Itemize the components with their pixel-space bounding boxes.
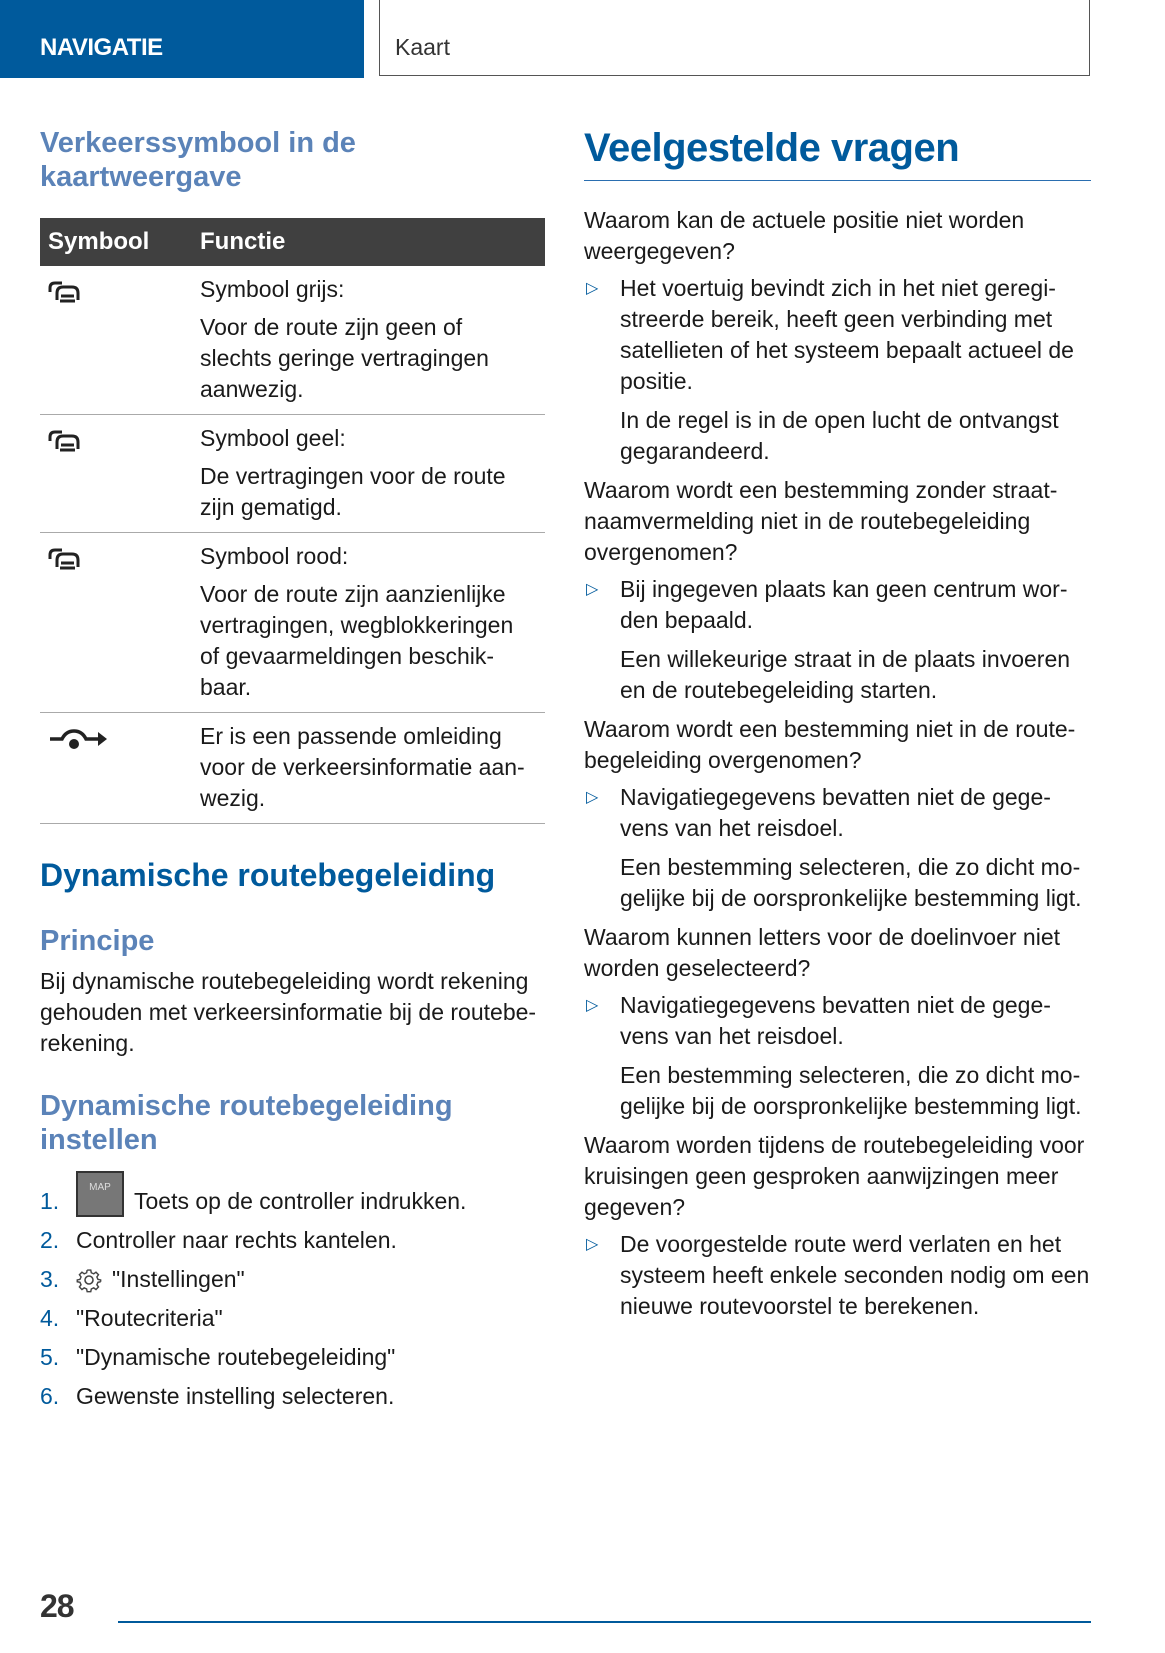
faq-heading: Veelgestelde vragen <box>584 126 960 170</box>
table-row <box>40 415 545 533</box>
row-title: Symbool rood: <box>200 543 349 569</box>
step-item <box>40 1171 545 1217</box>
step-number: 5. <box>40 1344 60 1370</box>
row-text: Voor de route zijn geen of slechts geringe vertragingen aanwezig. <box>200 314 489 402</box>
faq-heading-rule <box>584 180 1091 181</box>
faq-answer <box>584 990 1091 1052</box>
faq-answer-text: Het voertuig bevindt zich in het niet geregi-streerde bereik, heeft geen verbinding met satellieten of het systeem bepaalt actueel de positie. <box>620 275 1074 394</box>
subsection-title: Kaart <box>395 34 450 60</box>
faq-answer-text: Bij ingegeven plaats kan geen centrum wor-den bepaald. <box>620 576 1068 633</box>
principle-text: Bij dynamische routebegeleiding wordt rekening gehouden met verkeersinformatie bij de routebe-rekening. <box>40 968 537 1056</box>
footer-rule <box>118 1621 1091 1623</box>
faq-item <box>584 714 1091 914</box>
page-number: 28 <box>40 1588 74 1624</box>
section-title: NAVIGATIE <box>40 34 163 61</box>
detour-icon <box>48 727 112 751</box>
step-item <box>40 1225 545 1256</box>
step-text: Gewenste instelling selecteren. <box>76 1383 395 1409</box>
table-row <box>40 533 545 713</box>
table-row <box>40 713 545 824</box>
right-column <box>584 126 1091 1322</box>
faq-item <box>584 1130 1091 1322</box>
step-item <box>40 1381 545 1412</box>
row-text: Voor de route zijn aanzienlijke vertragingen, wegblokkeringen of gevaarmeldingen beschik-baar. <box>200 581 514 700</box>
faq-answer <box>584 782 1091 844</box>
faq-question: Waarom wordt een bestemming niet in de route-begeleiding overgenomen? <box>584 716 1076 773</box>
step-number: 6. <box>40 1383 60 1409</box>
subsection-box <box>379 0 1090 76</box>
step-text: "Instellingen" <box>112 1266 245 1292</box>
step-number: 4. <box>40 1305 60 1331</box>
principle-heading: Principe <box>40 925 155 957</box>
faq-answer-text: Navigatiegegevens bevatten niet de gege-vens van het reisdoel. <box>620 784 1051 841</box>
step-text: Toets op de controller indrukken. <box>134 1188 467 1214</box>
faq-question: Waarom wordt een bestemming zonder straat-naamvermelding niet in de routebegeleiding overgenomen? <box>584 477 1058 565</box>
triangle-bullet-icon: ▷ <box>586 789 599 806</box>
traffic-cars-icon <box>48 280 88 304</box>
step-item <box>40 1342 545 1373</box>
faq-answer <box>584 574 1091 636</box>
triangle-bullet-icon: ▷ <box>586 997 599 1014</box>
gear-icon <box>76 1267 102 1293</box>
traffic-symbol-heading: Verkeerssymbool in de kaartweergave <box>40 127 356 193</box>
step-text: "Routecriteria" <box>76 1305 223 1331</box>
faq-question: Waarom kan de actuele positie niet worden weergegeven? <box>584 207 1025 264</box>
table-header-row <box>40 218 545 266</box>
faq-question: Waarom kunnen letters voor de doelinvoer niet worden geselecteerd? <box>584 924 1061 981</box>
dynamic-route-heading: Dynamische routebegeleiding <box>40 857 496 893</box>
step-text: Controller naar rechts kantelen. <box>76 1227 397 1253</box>
column-header-function: Functie <box>192 218 545 266</box>
row-title: Symbool geel: <box>200 425 346 451</box>
triangle-bullet-icon: ▷ <box>586 581 599 598</box>
faq-answer-text: Navigatiegegevens bevatten niet de gege-vens van het reisdoel. <box>620 992 1051 1049</box>
row-text: De vertragingen voor de route zijn gematigd. <box>200 463 506 520</box>
row-text: Er is een passende omleiding voor de verkeersinformatie aan-wezig. <box>200 723 525 811</box>
traffic-cars-icon <box>48 429 88 453</box>
setup-steps <box>40 1171 545 1412</box>
step-number: 2. <box>40 1227 60 1253</box>
traffic-cars-icon <box>48 547 88 571</box>
row-title: Symbool grijs: <box>200 276 345 302</box>
step-text: "Dynamische routebegeleiding" <box>76 1344 396 1370</box>
faq-answer <box>584 273 1091 397</box>
column-header-symbol: Symbool <box>40 218 192 266</box>
faq-item <box>584 205 1091 467</box>
setup-heading: Dynamische routebegeleiding instellen <box>40 1090 453 1156</box>
faq-answer-extra: Een bestemming selecteren, die zo dicht mo-gelijke bij de oorspronkelijke bestemming ligt. <box>620 1062 1082 1119</box>
map-key-icon: MAP <box>76 1171 124 1217</box>
triangle-bullet-icon: ▷ <box>586 280 599 297</box>
faq-answer-extra: Een willekeurige straat in de plaats invoeren en de routebegeleiding starten. <box>620 646 1071 703</box>
faq-item <box>584 475 1091 706</box>
faq-question: Waarom worden tijdens de routebegeleiding voor kruisingen geen gesproken aanwijzingen meer gegeven? <box>584 1132 1085 1220</box>
section-tab <box>0 0 364 78</box>
step-item <box>40 1303 545 1334</box>
faq-answer-extra: In de regel is in de open lucht de ontvangst gegarandeerd. <box>620 407 1059 464</box>
faq-answer-text: De voorgestelde route werd verlaten en het systeem heeft enkele seconden nodig om een nieuwe routevoorstel te berekenen. <box>620 1231 1090 1319</box>
faq-item <box>584 922 1091 1122</box>
step-number: 1. <box>40 1188 60 1214</box>
traffic-symbol-table <box>40 218 545 824</box>
triangle-bullet-icon: ▷ <box>586 1236 599 1253</box>
step-item <box>40 1264 545 1295</box>
step-number: 3. <box>40 1266 60 1292</box>
faq-answer-extra: Een bestemming selecteren, die zo dicht mo-gelijke bij de oorspronkelijke bestemming ligt. <box>620 854 1082 911</box>
faq-answer <box>584 1229 1091 1322</box>
table-row <box>40 266 545 415</box>
left-column <box>40 126 545 1420</box>
